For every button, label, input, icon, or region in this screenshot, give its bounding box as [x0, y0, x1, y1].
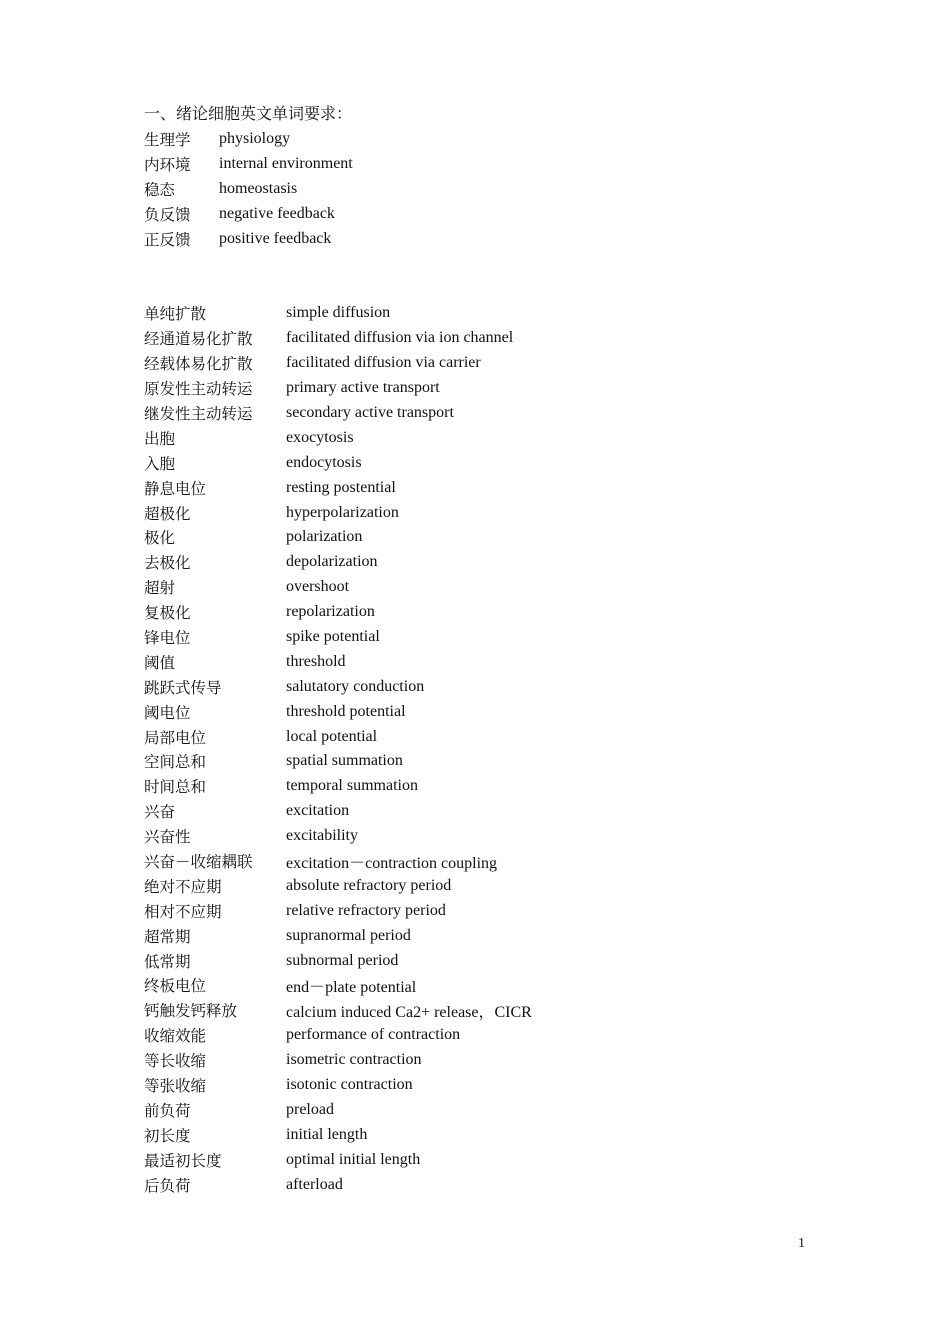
chinese-term: 超常期 — [144, 927, 191, 946]
english-term: supranormal period — [286, 926, 411, 944]
english-term: preload — [286, 1100, 334, 1118]
vocabulary-row — [144, 649, 532, 674]
english-term: positive feedback — [219, 230, 332, 247]
vocabulary-row — [144, 625, 532, 650]
chinese-term: 钙触发钙释放 — [144, 1002, 238, 1021]
page-number: 1 — [798, 1236, 805, 1251]
english-term: performance of contraction — [286, 1026, 461, 1044]
vocabulary-row — [144, 376, 532, 401]
chinese-term: 局部电位 — [144, 728, 207, 747]
english-term: spike potential — [286, 628, 380, 646]
english-term: internal environment — [219, 155, 353, 173]
chinese-term: 去极化 — [144, 554, 191, 573]
chinese-term: 锋电位 — [144, 629, 191, 648]
english-term: secondary active transport — [286, 404, 454, 421]
vocabulary-row — [144, 973, 532, 998]
english-term: homeostasis — [219, 180, 298, 198]
vocabulary-row — [144, 351, 532, 376]
english-term: threshold — [286, 652, 346, 670]
english-term: polarization — [286, 528, 363, 546]
vocabulary-row — [144, 1147, 532, 1172]
english-term: afterload — [286, 1175, 343, 1193]
chinese-term: 低常期 — [144, 952, 191, 971]
chinese-term: 阈值 — [144, 653, 176, 672]
chinese-term: 超射 — [144, 579, 176, 598]
chinese-term: 时间总和 — [144, 778, 207, 797]
vocabulary-row — [144, 824, 532, 849]
vocabulary-row — [144, 500, 532, 525]
english-term: initial length — [286, 1125, 368, 1143]
vocabulary-row — [144, 1172, 532, 1197]
english-term: relative refractory period — [286, 901, 446, 919]
english-term: local potential — [286, 727, 378, 745]
chinese-term: 等张收缩 — [144, 1077, 207, 1096]
chinese-term: 经载体易化扩散 — [144, 355, 253, 374]
english-term: negative feedback — [219, 205, 335, 223]
vocabulary-row — [144, 1023, 532, 1048]
english-term: physiology — [219, 130, 291, 148]
chinese-term: 内环境 — [144, 156, 191, 175]
english-term: simple diffusion — [286, 304, 391, 322]
chinese-term: 兴奋－收缩耦联 — [144, 853, 253, 872]
chinese-term: 正反馈 — [144, 231, 191, 249]
chinese-term: 原发性主动转运 — [144, 380, 253, 399]
vocabulary-row — [144, 202, 353, 227]
english-term: excitability — [286, 827, 358, 845]
vocabulary-row — [144, 674, 532, 699]
chinese-term: 静息电位 — [144, 479, 207, 498]
english-term: excitation — [286, 802, 350, 820]
english-term: endocytosis — [286, 453, 362, 471]
vocabulary-row — [144, 600, 532, 625]
chinese-term: 入胞 — [144, 454, 176, 473]
vocabulary-row — [144, 799, 532, 824]
vocabulary-list-cell — [144, 301, 532, 1197]
english-term: isometric contraction — [286, 1051, 422, 1069]
vocabulary-row — [144, 749, 532, 774]
chinese-term: 阈电位 — [144, 703, 191, 722]
english-term: isotonic contraction — [286, 1076, 413, 1094]
chinese-term: 单纯扩散 — [144, 305, 207, 324]
english-term: salutatory conduction — [286, 677, 425, 695]
vocabulary-row — [144, 152, 353, 177]
vocabulary-row — [144, 401, 532, 426]
vocabulary-row — [144, 1073, 532, 1098]
section-heading: 一、绪论细胞英文单词要求： — [144, 104, 353, 123]
english-term: end－plate potential — [286, 978, 417, 996]
english-term: repolarization — [286, 603, 375, 621]
chinese-term: 超极化 — [144, 504, 191, 523]
english-term: subnormal period — [286, 951, 399, 969]
vocabulary-row — [144, 177, 353, 202]
chinese-term: 绝对不应期 — [144, 877, 222, 896]
vocabulary-row — [144, 898, 532, 923]
english-term: threshold potential — [286, 702, 406, 720]
chinese-term: 出胞 — [144, 429, 176, 448]
vocabulary-row — [144, 1122, 532, 1147]
english-term: facilitated diffusion via carrier — [286, 354, 481, 372]
vocabulary-row — [144, 227, 353, 252]
chinese-term: 稳态 — [144, 181, 176, 200]
chinese-term: 负反馈 — [144, 206, 191, 225]
chinese-term: 等长收缩 — [144, 1052, 207, 1071]
vocabulary-row — [144, 575, 532, 600]
vocabulary-row — [144, 699, 532, 724]
vocabulary-row — [144, 450, 532, 475]
english-term: temporal summation — [286, 777, 418, 795]
chinese-term: 初长度 — [144, 1126, 191, 1145]
vocabulary-row — [144, 1098, 532, 1123]
vocabulary-row — [144, 550, 532, 575]
vocabulary-row — [144, 1048, 532, 1073]
english-term: absolute refractory period — [286, 876, 452, 894]
chinese-term: 生理学 — [144, 131, 191, 150]
vocabulary-row — [144, 127, 353, 152]
vocabulary-row — [144, 525, 532, 550]
chinese-term: 前负荷 — [144, 1101, 191, 1120]
vocabulary-row — [144, 724, 532, 749]
chinese-term: 收缩效能 — [144, 1027, 207, 1046]
chinese-term: 最适初长度 — [144, 1151, 222, 1170]
vocabulary-row — [144, 923, 532, 948]
chinese-term: 后负荷 — [144, 1176, 191, 1195]
vocabulary-row — [144, 998, 532, 1023]
chinese-term: 跳跃式传导 — [144, 678, 222, 697]
vocabulary-row — [144, 873, 532, 898]
english-term: calcium induced Ca2+ release，CICR — [286, 1003, 532, 1021]
chinese-term: 兴奋性 — [144, 828, 191, 847]
vocabulary-list-intro — [144, 127, 353, 251]
vocabulary-row — [144, 301, 532, 326]
chinese-term: 复极化 — [144, 604, 191, 623]
vocabulary-row — [144, 425, 532, 450]
chinese-term: 相对不应期 — [144, 902, 222, 921]
english-term: excitation－contraction coupling — [286, 854, 498, 872]
vocabulary-row — [144, 326, 532, 351]
vocabulary-row — [144, 849, 532, 874]
english-term: hyperpolarization — [286, 503, 399, 521]
chinese-term: 兴奋 — [144, 803, 176, 822]
english-term: resting postential — [286, 478, 396, 496]
chinese-term: 终板电位 — [144, 977, 207, 996]
english-term: depolarization — [286, 553, 378, 571]
vocabulary-row — [144, 774, 532, 799]
english-term: facilitated diffusion via ion channel — [286, 329, 514, 347]
english-term: spatial summation — [286, 752, 403, 770]
vocabulary-row — [144, 475, 532, 500]
english-term: primary active transport — [286, 379, 440, 397]
vocabulary-row — [144, 948, 532, 973]
chinese-term: 空间总和 — [144, 753, 207, 772]
english-term: overshoot — [286, 578, 350, 596]
english-term: optimal initial length — [286, 1150, 421, 1168]
english-term: exocytosis — [286, 428, 354, 446]
chinese-term: 极化 — [144, 529, 176, 548]
chinese-term: 继发性主动转运 — [144, 405, 253, 423]
chinese-term: 经通道易化扩散 — [144, 330, 253, 349]
